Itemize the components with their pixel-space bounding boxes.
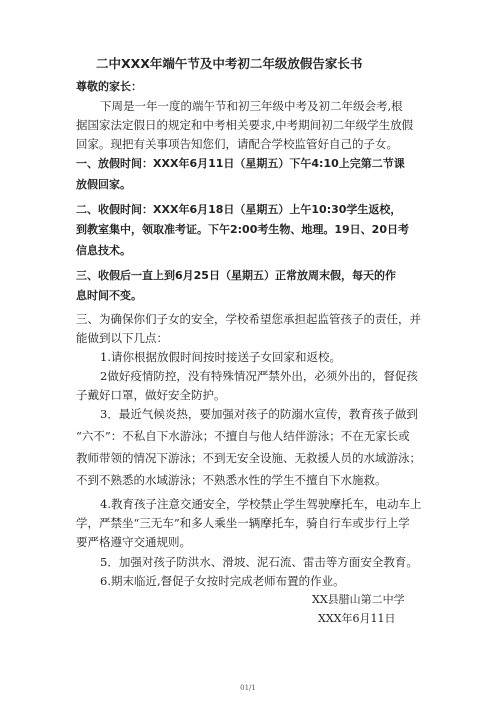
item4-line: 能做到以下几点： bbox=[76, 331, 168, 345]
point-2-line: 2做好疫情防控，没有特殊情况严禁外出，必须外出的，督促孩 bbox=[100, 369, 418, 383]
intro-line: 据国家法定假日的规定和中考相关要求,中考期间初二年级学生放假 bbox=[76, 118, 414, 132]
intro-line: 回家。现把有关事项告知您们，请配合学校监管好自己的子女。 bbox=[76, 137, 398, 151]
point-3-line: 不到不熟悉的水域游泳；不熟悉水性的学生不擅自下水施救。 bbox=[76, 473, 387, 487]
point-2-line: 子戴好口罩，做好安全防护。 bbox=[76, 388, 226, 402]
point-1-line: 1.请你根据放假时间按时接送子女回家和返校。 bbox=[100, 350, 341, 364]
page-number: 01/1 bbox=[240, 684, 256, 692]
item3-line: 息时间不变。 bbox=[76, 289, 142, 302]
item4-line: 三、为确保你们子女的安全，学校希望您承担起监管孩子的责任，并 bbox=[76, 312, 421, 326]
point-5-line: 5．加强对孩子防洪水、滑坡、泥石流、雷击等方面安全教育。 bbox=[100, 555, 418, 569]
point-6-line: 6.期末临近,督促子女按时完成老师布置的作业。 bbox=[100, 574, 345, 588]
point-4-line: 学，严禁坐“三无车”和多人乘坐一辆摩托车，骑自行车或步行上学 bbox=[76, 516, 410, 530]
point-3-line: “六不”：不私自下水游泳；不擅自与他人结伴游泳；不在无家长或 bbox=[76, 429, 410, 443]
item3-line: 三、收假后一直上到6月25日（星期五）正常放周末假，每天的作 bbox=[76, 269, 396, 282]
signature-date: XXX年6月11日 bbox=[318, 612, 396, 625]
item2-line: 信息技术。 bbox=[76, 244, 131, 257]
intro-line: 下周是一年一度的端午节和初三年级中考及初二年级会考,根 bbox=[100, 99, 403, 113]
document-title: 二中XXX年端午节及中考初二年级放假告家长书 bbox=[96, 56, 363, 71]
point-4-line: 要严格遵守交通规则。 bbox=[76, 535, 191, 549]
item2-line: 到教室集中，领取准考证。下午2:00考生物、地理。19日、20日考 bbox=[76, 223, 409, 236]
point-3-line: 3．最近气候炎热，要加强对孩子的防溺水宣传，教育孩子做到 bbox=[100, 407, 418, 421]
greeting: 尊敬的家长： bbox=[76, 80, 142, 93]
signature-org: XX县腊山第二中学 bbox=[312, 593, 405, 606]
point-4-line: 4.教育孩子注意交通安全，学校禁止学生驾驶摩托车，电动车上 bbox=[100, 497, 422, 511]
item1-line: 一、放假时间：XXX年6月11日（星期五）下午4:10上完第二节课 bbox=[76, 157, 405, 170]
item2-line: 二、收假时间：XXX年6月18日（星期五）上午10:30学生返校， bbox=[76, 203, 402, 216]
item1-line: 放假回家。 bbox=[76, 178, 131, 191]
point-3-line: 教师带领的情况下游泳；不到无安全设施、无救援人员的水域游泳； bbox=[76, 451, 421, 465]
